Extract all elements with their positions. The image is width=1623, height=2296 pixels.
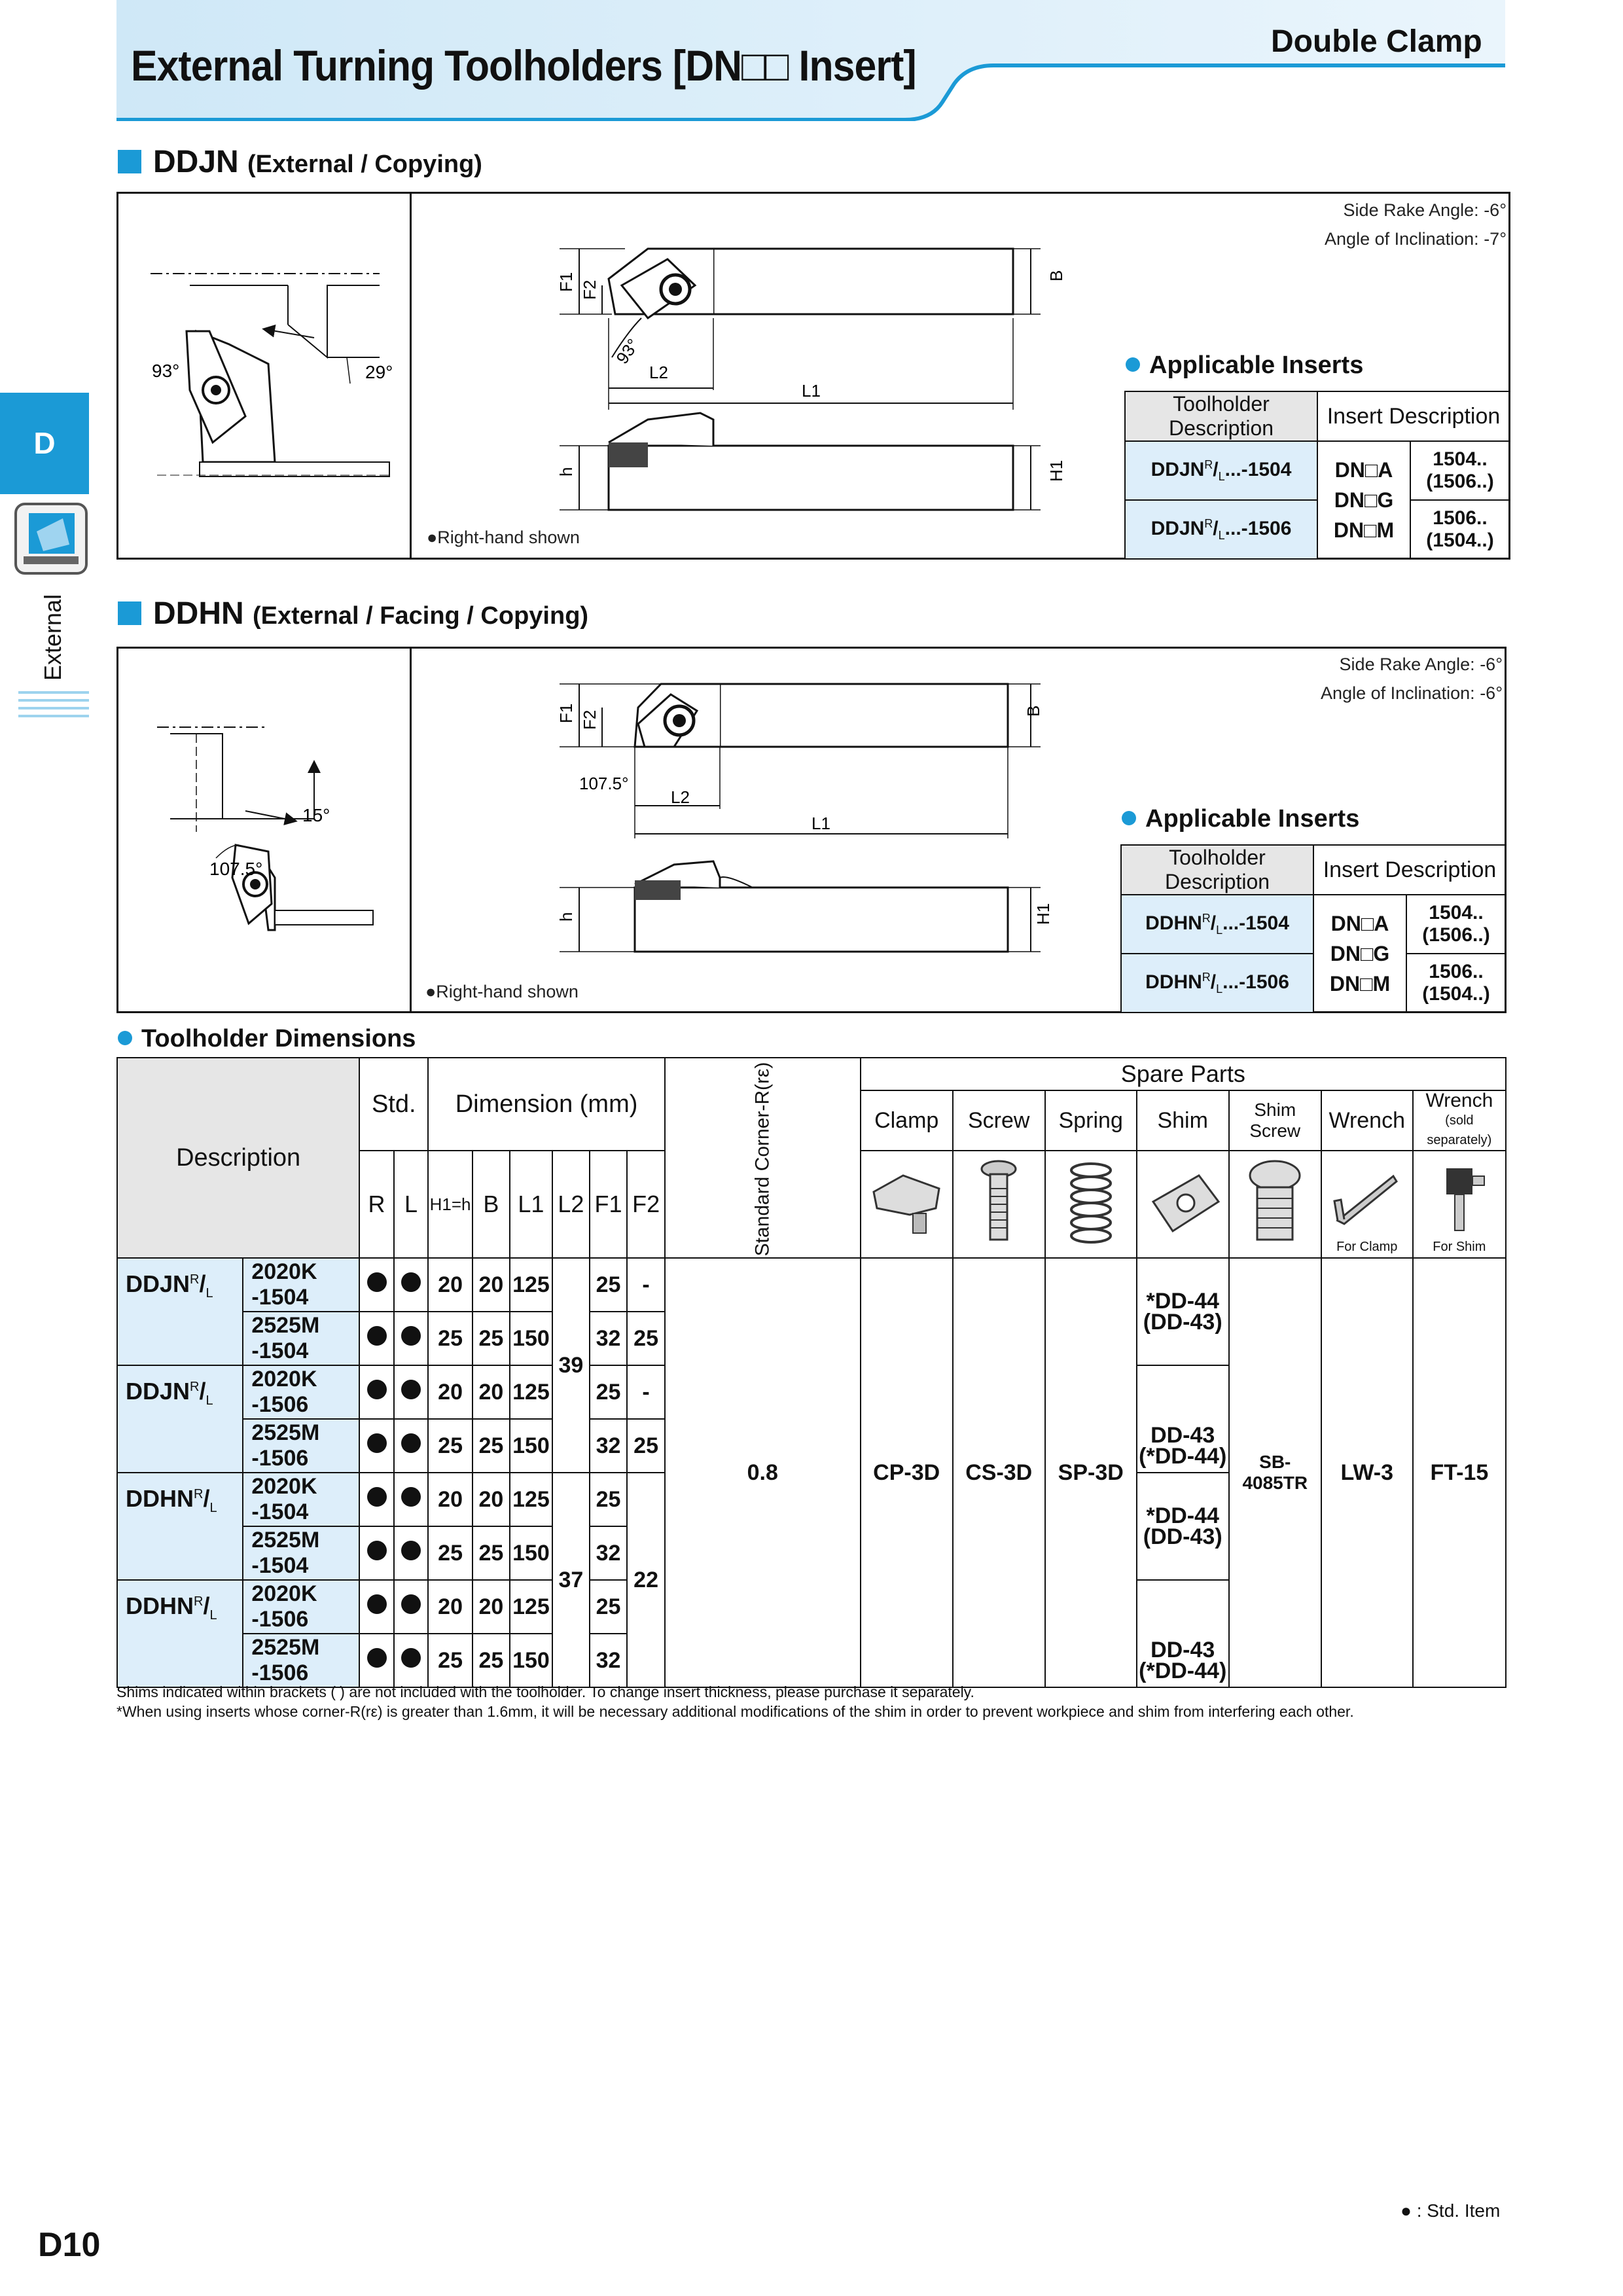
toolholder-cell: $DDJN^R/_L...-1504$ <box>1125 441 1317 500</box>
bullet-icon <box>118 1031 132 1045</box>
col-insert: Insert Description <box>1317 391 1510 441</box>
table-row: $DDJN^R/_L$ 2020K -1504 20 20 125 39 25 - 0.8 CP-3D CS-3D SP-3D *DD-44 (DD-43) SB-4085TR LW-3 FT-15 <box>117 1258 1506 1312</box>
square-bullet-icon <box>118 601 141 625</box>
ddhn-inserts-table <box>1120 844 1507 1013</box>
row-code: 2525M -1506 <box>243 1634 359 1687</box>
svg-text:F2: F2 <box>580 279 599 300</box>
row-code: 2525M -1506 <box>243 1419 359 1473</box>
svg-text:L1: L1 <box>812 814 830 833</box>
corner-r: 0.8 <box>665 1258 861 1687</box>
ddjn-subtitle: (External / Copying) <box>247 151 482 178</box>
group-name: $DDHN^R/_L$ <box>117 1580 243 1687</box>
col-clamp: Clamp <box>861 1090 953 1151</box>
row-code: 2020K -1504 <box>243 1258 359 1312</box>
ddjn-inserts-heading: Applicable Inserts <box>1126 351 1363 380</box>
insert-size: 1506.. (1504..) <box>1406 954 1506 1013</box>
std-legend: ● : Std. Item <box>1400 2200 1501 2221</box>
clamp-type-label: Double Clamp <box>1271 24 1482 59</box>
ddjn-toolholder-drawing <box>412 194 1093 558</box>
svg-text:h: h <box>556 912 576 922</box>
std-dot-icon <box>367 1594 387 1614</box>
ddhn-inserts-heading: Applicable Inserts <box>1122 805 1359 833</box>
svg-text:L2: L2 <box>649 363 668 382</box>
side-label: External <box>39 594 66 681</box>
insert-codes: DN□A DN□G DN□M <box>1313 895 1406 1013</box>
clamp-part: CP-3D <box>861 1258 953 1687</box>
note-2: *When using inserts whose corner-R(rε) is greater than 1.6mm, it will be necessary additional modifications of the shim in order to prevent workpiece and shim from interfering each other. <box>116 1703 1354 1720</box>
std-dot-icon <box>367 1380 387 1399</box>
col-dimension: Dimension (mm) <box>428 1058 665 1151</box>
table-row: $DDHN^R/_L$ 2020K -1504 20 20 125 37 25 22 *DD-44 (DD-43) <box>117 1473 1506 1526</box>
l2-ddjn: 39 <box>552 1258 590 1473</box>
ddjn-right-hand-note: ●Right-hand shown <box>427 528 580 547</box>
section-tab[interactable]: D <box>0 393 89 494</box>
col-spring: Spring <box>1045 1090 1137 1151</box>
dimensions-heading: Toolholder Dimensions <box>118 1025 416 1053</box>
col-wrench-sep: Wrench (sold separately) <box>1413 1090 1506 1151</box>
svg-text:107.5°: 107.5° <box>579 774 629 793</box>
std-dot-icon <box>401 1648 421 1668</box>
ddhn-toolholder-drawing <box>412 649 1093 1011</box>
insert-codes: DN□A DN□G DN□M <box>1317 441 1410 559</box>
ddjn-heading <box>118 144 482 180</box>
clamp-image <box>861 1151 953 1258</box>
ddjn-cutting-diagram <box>118 194 408 558</box>
col-std: Std. <box>359 1058 428 1151</box>
note-1: Shims indicated within brackets ( ) are not included with the toolholder. To change insert thickness, please purchase it separately. <box>116 1683 974 1700</box>
col-h1h: H1=h <box>428 1151 473 1258</box>
f2-ddhn: 22 <box>627 1473 665 1687</box>
ddhn-right-hand-note: ●Right-hand shown <box>425 982 579 1001</box>
svg-text:107.5°: 107.5° <box>209 859 263 879</box>
shim-part: *DD-44 (DD-43) <box>1137 1258 1229 1365</box>
page-title: External Turning Toolholders [DN□□ Insert] <box>131 41 916 90</box>
std-dot-icon <box>401 1433 421 1453</box>
wrench-sep-part: FT-15 <box>1413 1258 1506 1687</box>
bullet-icon <box>1122 811 1136 825</box>
spring-part: SP-3D <box>1045 1258 1137 1687</box>
std-dot-icon <box>367 1433 387 1453</box>
ddjn-inserts-table <box>1124 391 1510 560</box>
svg-text:93°: 93° <box>152 361 180 381</box>
col-l: L <box>394 1151 428 1258</box>
col-l2: L2 <box>552 1151 590 1258</box>
l2-ddhn: 37 <box>552 1473 590 1687</box>
bullet-icon <box>1126 357 1140 372</box>
std-dot-icon <box>401 1594 421 1614</box>
std-dot-icon <box>367 1648 387 1668</box>
col-shim: Shim <box>1137 1090 1229 1151</box>
ddhn-code: DDHN <box>153 596 244 631</box>
svg-text:L2: L2 <box>671 787 690 807</box>
col-description: Description <box>117 1058 359 1258</box>
col-r: R <box>359 1151 393 1258</box>
svg-text:L1: L1 <box>802 381 821 401</box>
col-insert: Insert Description <box>1313 845 1506 895</box>
insert-size: 1504.. (1506..) <box>1406 895 1506 954</box>
row-code: 2525M -1504 <box>243 1312 359 1365</box>
screw-image <box>953 1151 1045 1258</box>
screw-part: CS-3D <box>953 1258 1045 1687</box>
ddjn-inclination: Angle of Inclination: -7° <box>1325 229 1507 249</box>
svg-text:B: B <box>1024 705 1043 717</box>
row-code: 2525M -1504 <box>243 1526 359 1580</box>
ddhn-inclination: Angle of Inclination: -6° <box>1321 683 1503 703</box>
shim-screw-part: SB-4085TR <box>1229 1258 1321 1687</box>
toolholder-cell: $DDJN^R/_L...-1506$ <box>1125 500 1317 559</box>
insert-size: 1506.. (1504..) <box>1410 500 1510 559</box>
shim-part: DD-43 (*DD-44) <box>1137 1580 1229 1687</box>
shim-part: *DD-44 (DD-43) <box>1137 1473 1229 1580</box>
insert-size: 1504.. (1506..) <box>1410 441 1510 500</box>
shim-part: DD-43 (*DD-44) <box>1137 1365 1229 1473</box>
ddhn-side-rake: Side Rake Angle: -6° <box>1339 655 1503 674</box>
svg-text:15°: 15° <box>302 805 330 825</box>
shim-image <box>1137 1151 1229 1258</box>
svg-text:H1: H1 <box>1046 459 1066 482</box>
wrench-sep-image: For Shim <box>1413 1151 1506 1258</box>
std-dot-icon <box>367 1272 387 1292</box>
table-row: 2525M -1506 25 25 150 32 25 <box>117 1419 1506 1473</box>
dimensions-table <box>116 1057 1507 1688</box>
col-wrench: Wrench <box>1321 1090 1413 1151</box>
svg-text:B: B <box>1046 270 1066 281</box>
row-code: 2020K -1506 <box>243 1580 359 1634</box>
svg-text:29°: 29° <box>365 362 393 382</box>
std-dot-icon <box>401 1487 421 1507</box>
shim-screw-image <box>1229 1151 1321 1258</box>
table-row: 2525M -1506 25 25 150 32 <box>117 1634 1506 1687</box>
col-f2: F2 <box>627 1151 665 1258</box>
std-dot-icon <box>367 1326 387 1346</box>
square-bullet-icon <box>118 150 141 173</box>
svg-text:F2: F2 <box>580 709 599 730</box>
row-code: 2020K -1506 <box>243 1365 359 1419</box>
svg-text:H1: H1 <box>1033 903 1053 925</box>
std-dot-icon <box>367 1487 387 1507</box>
divider <box>410 192 412 560</box>
table-row: $DDJN^R/_L$ 2020K -1506 20 20 125 25 - DD-43 (*DD-44) <box>117 1365 1506 1419</box>
svg-text:93°: 93° <box>612 335 643 368</box>
ddjn-code: DDJN <box>153 145 239 179</box>
col-b: B <box>473 1151 510 1258</box>
group-name: $DDJN^R/_L$ <box>117 1258 243 1365</box>
wrench-image: For Clamp <box>1321 1151 1413 1258</box>
col-shim-screw: Shim Screw <box>1229 1090 1321 1151</box>
std-dot-icon <box>401 1272 421 1292</box>
table-row: 2525M -1504 25 25 150 32 25 <box>117 1312 1506 1365</box>
col-f1: F1 <box>590 1151 628 1258</box>
std-dot-icon <box>367 1541 387 1560</box>
svg-text:F1: F1 <box>556 272 576 292</box>
group-name: $DDJN^R/_L$ <box>117 1365 243 1473</box>
svg-text:F1: F1 <box>556 703 576 723</box>
side-stripe <box>18 715 89 717</box>
table-row: 2525M -1504 25 25 150 32 <box>117 1526 1506 1580</box>
side-stripe <box>18 691 89 694</box>
std-dot-icon <box>401 1380 421 1399</box>
side-stripe <box>18 699 89 702</box>
col-l1: L1 <box>510 1151 552 1258</box>
svg-text:h: h <box>556 467 576 476</box>
divider <box>410 647 412 1013</box>
spring-image <box>1045 1151 1137 1258</box>
std-dot-icon <box>401 1541 421 1560</box>
toolholder-cell: $DDHN^R/_L...-1504$ <box>1121 895 1313 954</box>
col-corner: Standard Corner-R(rε) <box>665 1058 861 1258</box>
page-number: D10 <box>38 2226 101 2264</box>
group-name: $DDHN^R/_L$ <box>117 1473 243 1580</box>
external-turning-icon <box>14 503 88 575</box>
row-code: 2020K -1504 <box>243 1473 359 1526</box>
ddhn-heading <box>118 596 588 632</box>
col-screw: Screw <box>953 1090 1045 1151</box>
ddhn-subtitle: (External / Facing / Copying) <box>253 602 589 630</box>
table-row: $DDHN^R/_L$ 2020K -1506 20 20 125 25 DD-43 (*DD-44) <box>117 1580 1506 1634</box>
wrench-part: LW-3 <box>1321 1258 1413 1687</box>
std-dot-icon <box>401 1326 421 1346</box>
ddhn-cutting-diagram <box>118 649 408 1011</box>
col-spare-parts: Spare Parts <box>861 1058 1506 1090</box>
toolholder-cell: $DDHN^R/_L...-1506$ <box>1121 954 1313 1013</box>
col-toolholder: Toolholder Description <box>1121 845 1313 895</box>
ddjn-side-rake: Side Rake Angle: -6° <box>1343 200 1507 220</box>
side-stripe <box>18 707 89 709</box>
col-toolholder: Toolholder Description <box>1125 391 1317 441</box>
